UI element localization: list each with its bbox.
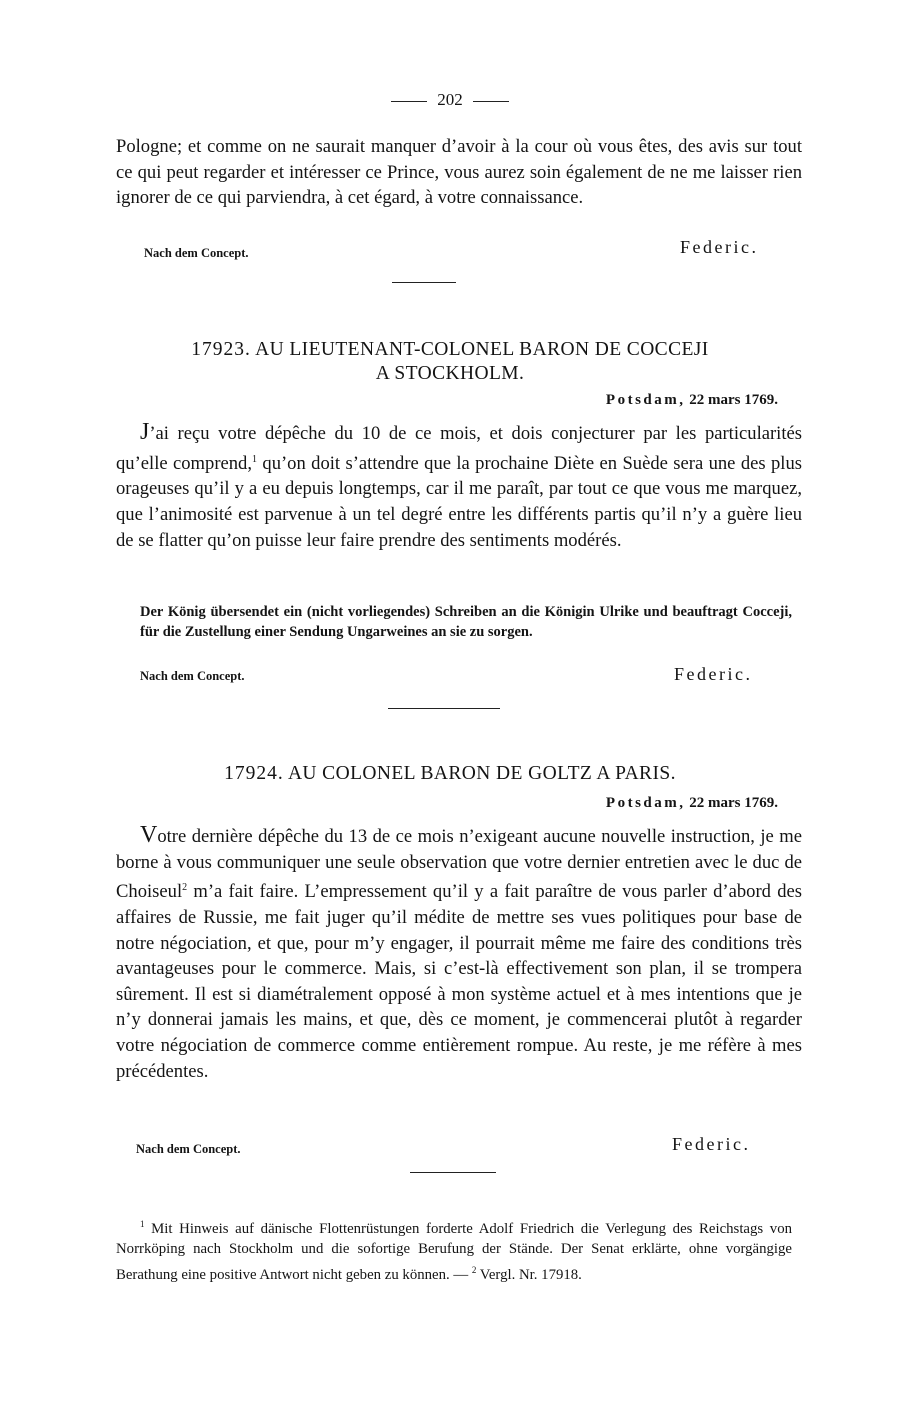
letter-17923-source: Nach dem Concept.: [140, 669, 245, 683]
letter-17924-recipient: AU COLONEL BARON DE GOLTZ A PARIS.: [287, 763, 676, 784]
prev-letter-source: Nach dem Concept.: [144, 246, 249, 260]
separator-rule-1: [392, 282, 456, 283]
page-number-dash-left: [391, 101, 427, 102]
page-number-line: [0, 90, 900, 110]
letter-17923-text: [116, 420, 802, 553]
footnote-1-mark: 1: [140, 1219, 145, 1229]
letter-17924-dateline: [606, 795, 778, 812]
letter-17924-heading: [0, 762, 900, 786]
separator-rule-3: [410, 1172, 496, 1173]
footnote-2-text: Vergl. Nr. 17918.: [476, 1266, 582, 1283]
prev-letter-signature: Federic.: [680, 237, 759, 257]
letter-17924-date: 22 mars 1769.: [689, 795, 778, 811]
footnote-ref-2: 2: [182, 882, 188, 894]
footnote-2-mark: 2: [471, 1264, 477, 1275]
letter-17923-number: 17923.: [191, 339, 251, 360]
letter-17924-body: otre dernière dépêche du 13 de ce mois n’exigeant aucune nouvelle instruction, je me borne à vous communiquer une seule observation que votre dernier entretien avec le duc de Choiseul: [116, 826, 802, 903]
letter-17924-source: Nach dem Concept.: [136, 1142, 241, 1156]
letter-17923-place: Potsdam,: [605, 392, 686, 408]
separator-rule-2: [388, 708, 500, 709]
letter-17923-body: ’ai reçu votre dépêche du 10 de ce mois, et dois conjecturer par les particularités qu’elle comprend,: [116, 423, 802, 474]
letter-17923-recipient-line1: AU LIEUTENANT-COLONEL BARON DE COCCEJI: [255, 339, 709, 360]
letter-17924-text: [116, 823, 802, 1084]
letter-17924-initial: V: [140, 822, 158, 848]
letter-17923-date: 22 mars 1769.: [689, 392, 778, 408]
letter-17924-body-cont: m’a fait faire. L’empressement qu’il y a fait paraître de vous parler d’abord des affaires de Russie, me fait juger qu’il médite de mettre ses vues politiques pour base de notre négociation, et que, pour m’y engager, il pourrait même me faire des conditions très avantageuses pour le commerce. Mais, si c’est-là effectivement son plan, il se trompera sûrement. Il est si diamétralement opposé à mon système actuel et à mes intentions que je n’y donnerai jamais les mains, et que, dès ce moment, je commencerai plutôt à regarder votre négociation de commerce comme entièrement rompue. Au reste, je me réfère à mes précédentes.: [116, 881, 802, 1082]
footnotes: [116, 1214, 792, 1285]
prev-letter-text: Pologne; et comme on ne saurait manquer d’avoir à la cour où vous êtes, des avis sur tout ce qui peut regarder et intéresser ce Prince, vous aurez soin également de ne me laisser rien ignorer de ce qui parviendra, à cet égard, à votre connaissance.: [116, 136, 802, 209]
letter-17923-note: Der König übersendet ein (nicht vorliegendes) Schreiben an die Königin Ulrike und beauftragt Cocceji, für die Zustellung einer Sendung Ungarweines an sie zu sorgen.: [140, 604, 792, 640]
letter-17923-heading: [0, 338, 900, 386]
page-number: 202: [437, 90, 463, 109]
letter-17924-number: 17924.: [224, 763, 284, 784]
letter-17924-signature: Federic.: [672, 1134, 751, 1154]
footnote-1-text: Mit Hinweis auf dänische Flottenrüstungen forderte Adolf Friedrich die Verlegung des Reichstags von Norrköping nach Stockholm und die sofortige Berufung der Stände. Der Senat erklärte, ohne vorgängige Berathung eine positive Antwort nicht geben zu können. —: [116, 1220, 792, 1283]
page-number-dash-right: [473, 101, 509, 102]
letter-17923-initial: J: [140, 419, 150, 445]
letter-17923-recipient-line2: A STOCKHOLM.: [375, 363, 525, 384]
letter-17924-place: Potsdam,: [605, 795, 686, 811]
letter-17923-signature: Federic.: [674, 664, 753, 684]
letter-17923-body-cont: qu’on doit s’attendre que la prochaine Diète en Suède sera une des plus orageuses qu’il y a eu depuis longtemps, car il me paraît, par tout ce que vous me marquez, que l’animosité est parvenue à un tel degré entre les différents partis qu’il n’y a guère lieu de se flatter qu’on puisse leur faire prendre des sentiments modérés.: [116, 452, 802, 551]
footnote-ref-1: 1: [252, 453, 258, 465]
letter-17923-dateline: [606, 392, 778, 409]
